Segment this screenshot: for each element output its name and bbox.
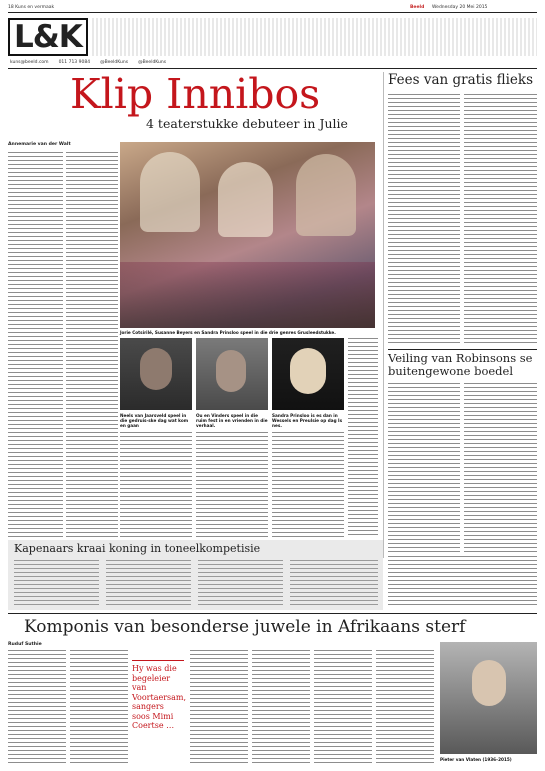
kapenaars-col-3 [198,560,283,606]
sidebar2-col-2 [464,383,537,553]
komponis-col-6 [376,650,434,763]
portrait-2 [196,338,268,410]
contact-row [10,60,166,65]
paper-brand: Beeld [410,5,425,10]
portrait-caption-3: Sandra Prinsloo is es dan in Wessels en Preulsie op dag Is nes. [272,413,343,428]
section-logo: L&K [8,18,88,56]
portrait-caption-2: Ou en Vinders speel in die ruim fest in en vrienden in die verhaal. [196,413,268,428]
komponis-col-1 [8,650,66,763]
komponis-photo-caption: Pieter van Vlaten (1936–2015) [440,757,512,762]
komponis-col-3 [190,650,248,763]
komponis-title: Komponis van besonderse juwele in Afrikaans sterf [24,617,466,637]
sidebar2-title: Veiling van Robinsons se buitengewone boedel [388,351,533,378]
twitter-label[interactable]: @BeeldKuns [100,60,129,65]
portrait-caption-1: Neels van Jaarsveld speel in die gedruis-ske dag wat kom en gaan [120,413,189,428]
kapenaars-col-2 [106,560,191,606]
email-label[interactable]: kuns@beeld.com [10,60,49,65]
sidebar1-col-1 [388,94,460,346]
komponis-col-4 [252,650,310,763]
komponis-col-5 [314,650,372,763]
hero-caption: Jorie Cotsirilé, Susanne Beyers en Sandra Prinsloo speel in die drie genres Grusleedstukke. [120,330,336,335]
body-column-2 [66,152,118,537]
sidebar2-continuation [388,556,537,606]
body-column-5 [272,432,344,537]
masthead-bar [92,18,537,56]
sidebar1-col-2 [464,94,537,346]
page-title: Klip Innibos [70,70,321,118]
komponis-byline: Ruduf Suthie [8,642,42,647]
body-column-6 [348,338,378,537]
kapenaars-col-4 [290,560,378,606]
sidebar2-col-1 [388,383,460,553]
body-column-4 [196,432,268,537]
pull-quote: Hy was die begeleier van Voortaersam, sangers soos Mimi Coertse … [132,660,184,731]
phone-label: 011 713 9084 [58,60,91,65]
kapenaars-col-1 [14,560,99,606]
sidebar1-title: Fees van gratis flieks [388,72,534,88]
body-column-1 [8,152,63,537]
page-date: Wednesday 20 Mei 2015 [432,5,488,10]
page-number-label: 18 Kuns en vermaak [8,5,55,10]
hero-photo [120,142,375,328]
portrait-1 [120,338,192,410]
byline: Annemarie van der Walt [8,142,71,147]
body-column-3 [120,432,192,537]
komponis-col-2 [70,650,128,763]
komponis-photo [440,642,537,754]
facebook-label[interactable]: @BeeldKuns [138,60,167,65]
page-subtitle: 4 teaterstukke debuteer in Julie [146,116,348,131]
portrait-3 [272,338,344,410]
kapenaars-title: Kapenaars kraai koning in toneelkompetisie [14,542,261,555]
